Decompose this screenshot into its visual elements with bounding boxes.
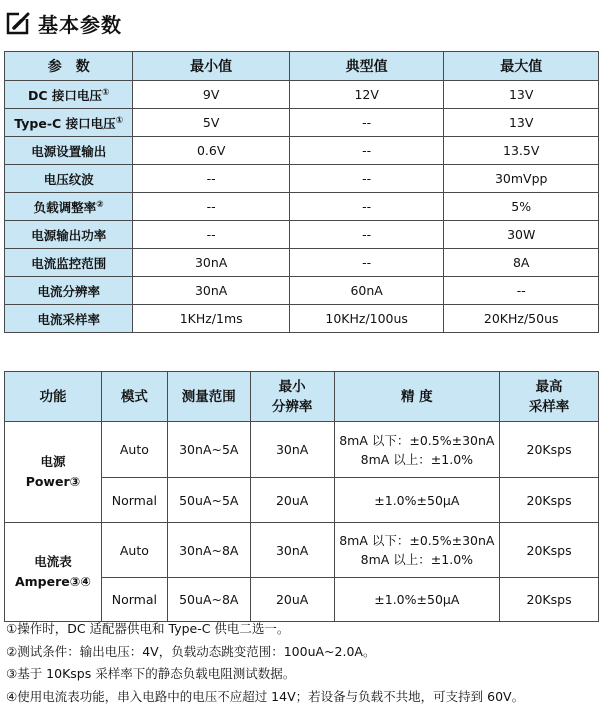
min-value: 9V	[133, 81, 289, 109]
section-header	[6, 6, 122, 40]
parameter-name: DC 接口电压	[28, 88, 102, 103]
table-header-row	[5, 372, 599, 422]
parameter-label	[5, 221, 133, 249]
parameter-name: 电压纹波	[44, 172, 94, 187]
accuracy-value	[334, 523, 500, 578]
header-accuracy: 精 度	[334, 372, 500, 422]
typ-value: --	[289, 165, 444, 193]
header-min: 最小值	[133, 52, 289, 81]
function-subname: Ampere③④	[15, 574, 91, 589]
table-row	[5, 165, 599, 193]
max-value: 8A	[444, 249, 599, 277]
accuracy-line2: 8mA 以上：±1.0%	[361, 552, 473, 567]
typ-value: 10KHz/100us	[289, 305, 444, 333]
table-row	[5, 221, 599, 249]
accuracy-value	[334, 422, 500, 478]
rate-value: 20Ksps	[500, 523, 599, 578]
header-resolution-line2: 分辨率	[272, 399, 313, 415]
min-value: 30nA	[133, 249, 289, 277]
measurement-table	[4, 371, 599, 622]
footnote: ④使用电流表功能，串入电路中的电压不应超过 14V；若设备与负载不共地，可支持到 60V。	[6, 686, 524, 708]
typ-value: --	[289, 221, 444, 249]
parameter-name: Type-C 接口电压	[14, 116, 115, 131]
typ-value: --	[289, 137, 444, 165]
max-value: 30W	[444, 221, 599, 249]
max-value: 5%	[444, 193, 599, 221]
max-value: --	[444, 277, 599, 305]
resolution-value: 30nA	[250, 422, 334, 478]
typ-value: --	[289, 249, 444, 277]
parameter-name: 电流监控范围	[31, 256, 106, 271]
min-value: 30nA	[133, 277, 289, 305]
header-rate	[500, 372, 599, 422]
max-value: 20KHz/50us	[444, 305, 599, 333]
min-value: --	[133, 165, 289, 193]
footnotes	[6, 618, 524, 708]
table-row	[5, 523, 599, 578]
table-row	[5, 305, 599, 333]
parameter-label	[5, 165, 133, 193]
section-title: 基本参数	[38, 9, 122, 38]
resolution-value: 20uA	[250, 578, 334, 622]
header-resolution	[250, 372, 334, 422]
min-value: 5V	[133, 109, 289, 137]
edit-icon	[6, 10, 32, 36]
table-row	[5, 109, 599, 137]
header-typ: 典型值	[289, 52, 444, 81]
typ-value: 12V	[289, 81, 444, 109]
typ-value: --	[289, 193, 444, 221]
resolution-value: 30nA	[250, 523, 334, 578]
header-rate-line2: 采样率	[529, 399, 570, 415]
function-subname: Power③	[26, 474, 81, 489]
mode-value: Normal	[101, 578, 167, 622]
header-range: 测量范围	[167, 372, 250, 422]
footnote-ref: ②	[96, 199, 104, 209]
table-row	[5, 193, 599, 221]
accuracy-line1: ±1.0%±50μA	[374, 592, 459, 607]
parameter-label	[5, 137, 133, 165]
footnote: ②测试条件：输出电压：4V，负载动态跳变范围：100uA~2.0A。	[6, 641, 524, 664]
mode-value: Auto	[101, 422, 167, 478]
accuracy-line1: 8mA 以下：±0.5%±30nA	[339, 433, 494, 448]
table-row	[5, 249, 599, 277]
accuracy-value	[334, 478, 500, 523]
header-resolution-line1: 最小	[279, 379, 306, 395]
accuracy-line1: 8mA 以下：±0.5%±30nA	[339, 533, 494, 548]
parameter-label	[5, 305, 133, 333]
table-row	[5, 137, 599, 165]
range-value: 30nA~8A	[167, 523, 250, 578]
mode-value: Normal	[101, 478, 167, 523]
range-value: 50uA~5A	[167, 478, 250, 523]
footnote-ref: ①	[116, 115, 124, 125]
parameter-name: 电流采样率	[37, 312, 100, 327]
header-max: 最大值	[444, 52, 599, 81]
header-rate-line1: 最高	[536, 379, 563, 395]
min-value: --	[133, 193, 289, 221]
parameter-label	[5, 277, 133, 305]
min-value: 0.6V	[133, 137, 289, 165]
header-parameter: 参 数	[5, 52, 133, 81]
min-value: --	[133, 221, 289, 249]
max-value: 30mVpp	[444, 165, 599, 193]
table-header-row	[5, 52, 599, 81]
footnote: ①操作时，DC 适配器供电和 Type-C 供电二选一。	[6, 618, 524, 641]
footnote: ③基于 10Ksps 采样率下的静态负载电阻测试数据。	[6, 663, 524, 686]
parameter-name: 电源输出功率	[31, 228, 106, 243]
basic-parameters-table	[4, 51, 599, 333]
accuracy-value	[334, 578, 500, 622]
accuracy-line1: ±1.0%±50μA	[374, 493, 459, 508]
parameter-label	[5, 81, 133, 109]
rate-value: 20Ksps	[500, 478, 599, 523]
typ-value: 60nA	[289, 277, 444, 305]
min-value: 1KHz/1ms	[133, 305, 289, 333]
max-value: 13.5V	[444, 137, 599, 165]
accuracy-line2: 8mA 以上：±1.0%	[361, 452, 473, 467]
table-row	[5, 277, 599, 305]
rate-value: 20Ksps	[500, 578, 599, 622]
rate-value: 20Ksps	[500, 422, 599, 478]
table-row	[5, 422, 599, 478]
max-value: 13V	[444, 81, 599, 109]
parameter-name: 负载调整率	[34, 200, 97, 215]
max-value: 13V	[444, 109, 599, 137]
resolution-value: 20uA	[250, 478, 334, 523]
footnote-ref: ①	[102, 87, 110, 97]
parameter-label	[5, 249, 133, 277]
mode-value: Auto	[101, 523, 167, 578]
function-name: 电源	[40, 454, 65, 469]
function-name: 电流表	[34, 554, 72, 569]
range-value: 50uA~8A	[167, 578, 250, 622]
parameter-label	[5, 109, 133, 137]
header-mode: 模式	[101, 372, 167, 422]
parameter-name: 电流分辨率	[37, 284, 100, 299]
function-cell	[5, 523, 102, 622]
function-cell	[5, 422, 102, 523]
parameter-label	[5, 193, 133, 221]
typ-value: --	[289, 109, 444, 137]
parameter-name: 电源设置输出	[31, 144, 106, 159]
table-row	[5, 81, 599, 109]
header-function: 功能	[5, 372, 102, 422]
range-value: 30nA~5A	[167, 422, 250, 478]
